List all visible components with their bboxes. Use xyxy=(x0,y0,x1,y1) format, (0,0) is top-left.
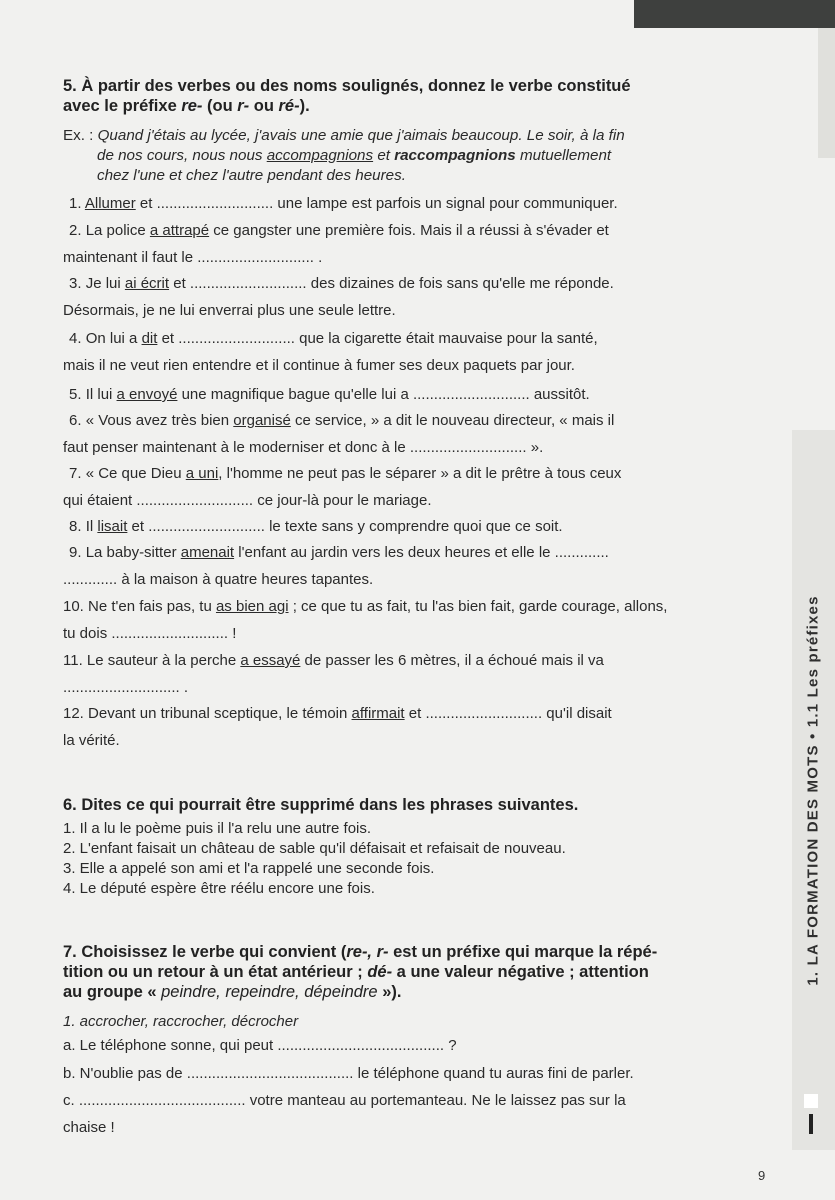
exercise-5-item: 4. On lui a dit et ............................ que la cigarette était mauvaise pour la santé, mais il ne veut rien entendre et il continue à fumer ses deux paquets par jour. xyxy=(63,330,598,374)
exercise-5-title: 5. À partir des verbes ou des noms soulignés, donnez le verbe constitué avec le préfixe re- (ou r- ou ré-). xyxy=(63,77,631,115)
side-square-marker xyxy=(804,1094,818,1108)
side-chapter-label: 1. LA FORMATION DES MOTS • 1.1 Les préfixes xyxy=(805,594,822,986)
list-item: 1. Il a lu le poème puis il l'a relu une autre fois. xyxy=(63,820,372,837)
page-number: 9 xyxy=(758,1168,766,1183)
exercise-5-example: Ex. : Quand j'étais au lycée, j'avais une amie que j'aimais beaucoup. Le soir, à la fin de nos cours, nous nous accompagnions et raccompagnions mutuellement chez l'une et chez l'autre pendant des heures. xyxy=(63,127,625,184)
exercise-7-item-b: b. N'oublie pas de ........................................ le téléphone quand tu auras fini de parler. xyxy=(63,1065,634,1082)
exercise-7-item-c: c. ........................................ votre manteau au portemanteau. Ne le laissez pas sur la chaise ! xyxy=(63,1092,626,1136)
exercise-6-title: 6. Dites ce qui pourrait être supprimé dans les phrases suivantes. xyxy=(63,796,579,814)
exercise-7-item-a: a. Le téléphone sonne, qui peut ........................................ ? xyxy=(63,1037,457,1054)
exercise-7-verbs: 1. accrocher, raccrocher, décrocher xyxy=(63,1013,299,1030)
facing-page-edge xyxy=(818,28,835,158)
corner-tab xyxy=(634,0,835,28)
exercise-5-item: 10. Ne t'en fais pas, tu as bien agi ; ce que tu as fait, tu l'as bien fait, garde courage, allons, tu dois ............................ ! xyxy=(63,598,668,642)
exercise-5-item: 1. Allumer et ............................ une lampe est parfois un signal pour communiquer. xyxy=(69,195,618,212)
list-item: 4. Le député espère être réélu encore une fois. xyxy=(63,880,375,897)
list-item: 3. Elle a appelé son ami et l'a rappelé une seconde fois. xyxy=(63,860,435,877)
exercise-5-item: 6. « Vous avez très bien organisé ce service, » a dit le nouveau directeur, « mais il faut penser maintenant à le moderniser et donc à le ............................ ». xyxy=(63,412,615,456)
exercise-5-item: 12. Devant un tribunal sceptique, le témoin affirmait et ............................ qu'il disait la vérité. xyxy=(63,705,612,749)
list-item: 2. L'enfant faisait un château de sable qu'il défaisait et refaisait de nouveau. xyxy=(63,840,566,857)
exercise-5-item: 5. Il lui a envoyé une magnifique bague qu'elle lui a ............................ aussitôt. xyxy=(69,386,590,403)
side-bar-marker xyxy=(809,1114,813,1134)
exercise-5-item: 8. Il lisait et ............................ le texte sans y comprendre quoi que ce soit. xyxy=(69,518,563,535)
exercise-5-item: 3. Je lui ai écrit et ............................ des dizaines de fois sans qu'elle me réponde. Désormais, je ne lui enverrai plus une seule lettre. xyxy=(63,275,614,319)
exercise-5-item: 9. La baby-sitter amenait l'enfant au jardin vers les deux heures et elle le ............. ............. à la maison à quatre heures tapantes. xyxy=(63,544,609,588)
exercise-5-item: 11. Le sauteur à la perche a essayé de passer les 6 mètres, il a échoué mais il va ............................ . xyxy=(63,652,604,696)
exercise-7-title: 7. Choisissez le verbe qui convient (re-, r- est un préfixe qui marque la répé- tition ou un retour à un état antérieur ; dé- a une valeur négative ; attention au groupe « peindre, repeindre, dépeindre »). xyxy=(63,943,658,1001)
exercise-6-list xyxy=(63,819,670,899)
exercise-5-item: 2. La police a attrapé ce gangster une première fois. Mais il a réussi à s'évader et maintenant il faut le ............................ . xyxy=(63,222,609,266)
exercise-5-item: 7. « Ce que Dieu a uni, l'homme ne peut pas le séparer » a dit le prêtre à tous ceux qui étaient ............................ ce jour-là pour le mariage. xyxy=(63,465,622,509)
